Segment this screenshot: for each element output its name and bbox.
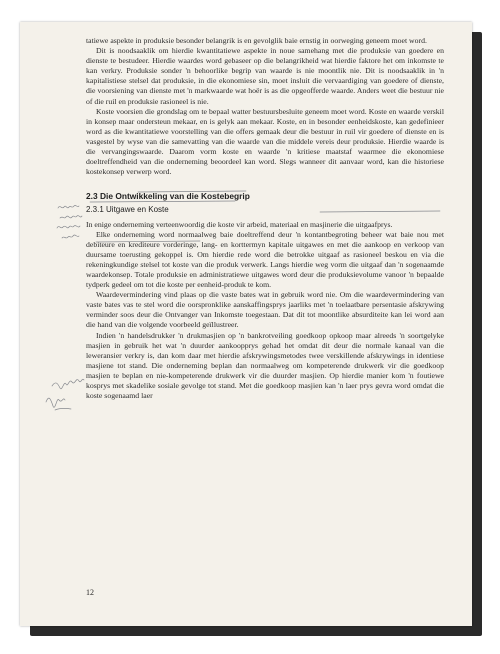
section-heading: 2.3 Die Ontwikkeling van die Kostebegrip: [86, 191, 250, 202]
paragraph: tatiewe aspekte in produksie besonder belangrik is en gevolglik baie ernstig in oorweging geneem moet word.: [86, 36, 427, 45]
paragraph: Koste voorsien die grondslag om te bepaal watter bestuursbesluite geneem moet word. Koste en waarde verskil in konsep maar ondersteun mekaar, en is gelyk aan mekaar. Koste, en in besonder eenheidskoste, kan gedefinieer word as die kwantitatiewe voorstelling van die offers gemaak deur die bestuur in ruil vir goedere of dienste en is vasgestel by wyse van die samevatting van die waarde van die middele vereis deur produksie. Hierdie waarde is die vervangingswaarde. Daarom vorm koste en waarde 'n kritiese maatstaf waarmee die ekonomiese doeltreffendheid van die onderneming beoordeel kan word. Slegs wanneer dit aanvaar word, kan die historiese kostekonsep verwerp word.: [86, 106, 444, 177]
subsection-heading: 2.3.1 Uitgawe en Koste: [86, 205, 169, 215]
paragraph: Elke onderneming word normaalweg baie doeltreffend deur 'n kontantbegroting beheer wat baie nou met debiteure en krediteure vorderinge, lang- en korttermyn kapitale uitgawes en met die aankoop en verkoop van duursame toerusting gekoppel is. Om hierdie rede word die betrokke uitgaaf as rasioneel beskou en via die rekeningkundige stelsel tot koste van die produk verwerk. Langs hierdie weg vorm die uitgaaf dan 'n sogenaamde waardekonsep. Totale produksie en administratiewe uitgawes word deur die produksievolume vanoor 'n bepaalde tydperk gedeel om tot die koste per eenheid-produk te kom.: [86, 229, 444, 290]
paragraph: In enige onderneming verteenwoordig die koste vir arbeid, materiaal en masjinerie die uitgaafprys.: [86, 219, 393, 229]
paragraph: Indien 'n handelsdrukker 'n drukmasjien op 'n bankrotveiling goedkoop opkoop maar alreeds 'n soortgelyke masjien in gebruik het wat 'n duurder aankoopprys gehad het omdat dit deur die normale kanaal van die leweransier verkry is, dan kom daar met hierdie afskrywingsmetodes twee verskillende afskrywings in identiese masjiene tot stand. Die onderneming beplan dan normaalweg om kompeterende drukwerk vir die goedkoop masjien te beplan en nie-kompeterende drukwerk vir die duurder masjien. Op hierdie manier kom 'n foutiewe kosprys met skadelike sosiale gevolge tot stand. Met die goedkoop masjien kan 'n laer prys gevra word omdat die koste sogenaamd laer: [86, 330, 444, 401]
page-number: 12: [86, 588, 94, 597]
body-text: [86, 36, 444, 401]
paragraph: Dit is noodsaaklik om hierdie kwantitatiewe aspekte in noue samehang met die produksie van goedere en dienste te bestudeer. Hierdie waardes word gebaseer op die belangrikheid wat hierdie faktore het om inkomste te kan verkry. Produksie sonder 'n behoorlike begrip van waarde is nie moontlik nie. Dit is noodsaaklik in 'n kapitalistiese stelsel dat produksie, in die ekonomiese sin, moet insluit die vervaardiging van goedere of dienste, die voorsiening van dienste met 'n markwaarde wat hoër is as die opgeofferde waarde. Anders weet die bestuur nie of die ruil en produksie rasioneel is nie.: [86, 46, 444, 106]
paragraph: Waardevermindering vind plaas op die vaste bates wat in gebruik word nie. Om die waardevermindering van vaste bates vas te stel word die oorspronklike aanskaffingsprys jaarliks met 'n toelaatbare persentasie afskrywing verminder soos deur die Ontvanger van Inkomste toegestaan. Dat dit tot moontlike absurditeite kan lei word aan die hand van die volgende voorbeeld geïllustreer.: [86, 290, 444, 330]
